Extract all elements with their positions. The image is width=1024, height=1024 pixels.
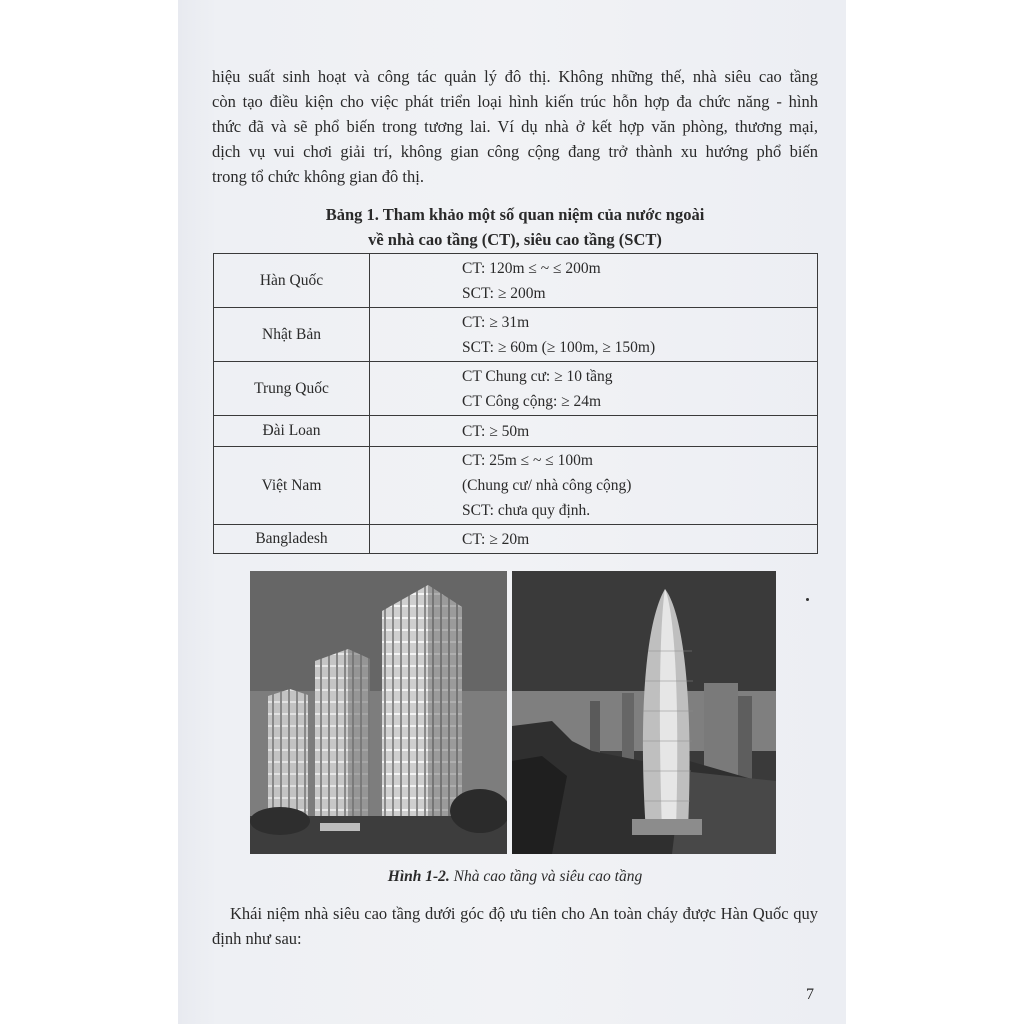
country-cell: Đài Loan [214,416,370,447]
criteria-line: SCT: ≥ 200m [462,284,546,302]
table-row [214,254,818,308]
criteria-line: SCT: ≥ 60m (≥ 100m, ≥ 150m) [462,338,656,356]
criteria-line: CT: 25m ≤ ~ ≤ 100m [462,452,593,469]
criteria-cell [370,308,818,362]
intro-paragraph [212,64,818,189]
figure-caption [212,866,818,888]
page-number: 7 [806,986,814,1003]
criteria-line: CT: ≥ 20m [462,530,530,548]
table-title [212,202,818,252]
intro-line: còn tạo điều kiện cho việc phát triển loại hình kiến trúc hỗn hợp đa chức năng - hình [212,92,818,111]
high-rise-illustration [250,571,507,854]
table-title-line1: Bảng 1. Tham khảo một số quan niệm của nước ngoài [325,205,705,224]
closing-paragraph: Khái niệm nhà siêu cao tầng dưới góc độ ưu tiên cho An toàn cháy được Hàn Quốc quy định như sau: [212,904,818,948]
criteria-line: CT: ≥ 31m [462,313,530,331]
table-row [214,525,818,554]
country-cell: Việt Nam [214,447,370,525]
table-row [214,308,818,362]
figure-caption-label: Hình 1-2. [387,868,450,885]
speck-mark [806,598,809,601]
intro-line: dịch vụ vui chơi giải trí, không gian công cộng đang trở thành xu hướng phổ biến [212,142,818,161]
country-cell: Nhật Bản [214,308,370,362]
figure-caption-text: Nhà cao tầng và siêu cao tầng [449,868,643,885]
intro-line: trong tổ chức không gian đô thị. [212,167,424,186]
criteria-cell [370,416,818,447]
criteria-cell [370,254,818,308]
criteria-line: CT: ≥ 50m [462,422,530,440]
criteria-line: CT Công cộng: ≥ 24m [462,392,602,410]
criteria-line: (Chung cư/ nhà công cộng) [462,477,632,494]
reference-table [213,253,818,554]
criteria-line: SCT: chưa quy định. [462,502,591,519]
table-row [214,362,818,416]
country-cell: Trung Quốc [214,362,370,416]
country-cell: Bangladesh [214,525,370,554]
super-tall-photo [512,571,776,854]
criteria-line: CT: 120m ≤ ~ ≤ 200m [462,259,601,277]
criteria-cell [370,447,818,525]
high-rise-photo [250,571,507,854]
intro-line: hiệu suất sinh hoạt và công tác quản lý đô thị. Không những thế, nhà siêu cao tầng [212,67,818,86]
country-cell: Hàn Quốc [214,254,370,308]
super-tall-illustration [512,571,776,854]
intro-line: thức đã và sẽ phổ biến trong tương lai. Ví dụ nhà ở kết hợp văn phòng, thương mại, [212,117,818,136]
table-row [214,416,818,447]
criteria-cell [370,362,818,416]
criteria-cell [370,525,818,554]
table-row [214,447,818,525]
criteria-line: CT Chung cư: ≥ 10 tầng [462,367,613,385]
table-title-line2: về nhà cao tầng (CT), siêu cao tầng (SCT) [368,230,662,249]
